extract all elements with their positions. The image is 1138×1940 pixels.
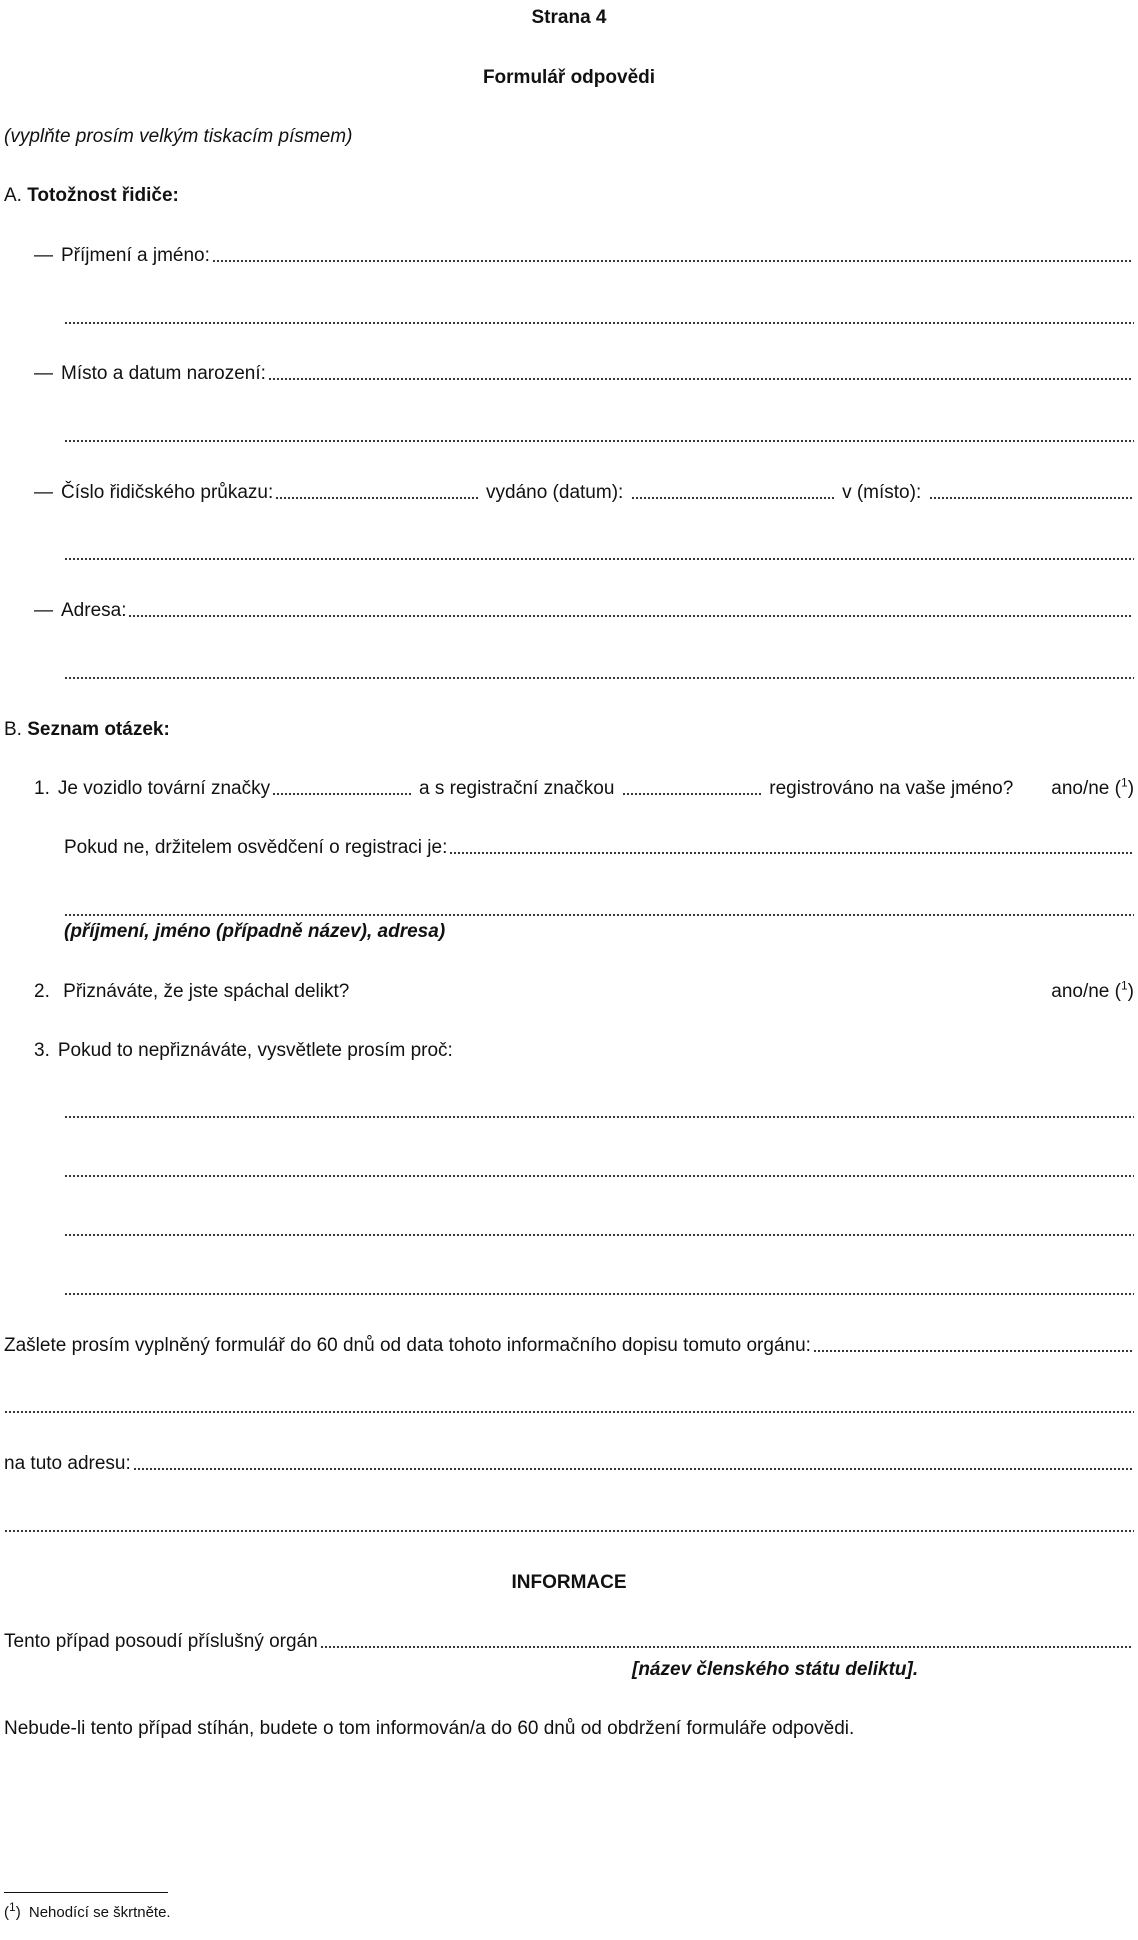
license-number-dotted-line[interactable] — [275, 496, 478, 500]
authority-field[interactable] — [4, 1334, 1134, 1358]
license-dotted-line-2[interactable] — [64, 557, 1134, 561]
section-b-title: Seznam otázek: — [27, 719, 170, 740]
registration-label: a s registrační značkou — [419, 778, 615, 799]
fill-instruction: (vyplňte prosím velkým tiskacím písmem) — [4, 126, 353, 147]
yes-no-option[interactable]: ano/ne ($^1$) — [1051, 775, 1135, 799]
issued-label: vydáno (datum): — [486, 482, 624, 503]
surname-dotted-line-2[interactable] — [64, 321, 1134, 325]
send-address-field[interactable] — [4, 1452, 1134, 1476]
birth-field[interactable] — [34, 362, 1134, 386]
question-2-label: Přiznáváte, že jste spáchal delikt? — [63, 981, 350, 1002]
holder-dotted-line[interactable] — [449, 851, 1132, 855]
footnote-text: Nehodící se škrtněte. — [28, 1904, 171, 1921]
surname-field[interactable] — [34, 244, 1134, 268]
birth-dotted-line-2[interactable] — [64, 439, 1134, 443]
page-number: Strana 4 — [531, 7, 607, 28]
question-3 — [34, 1039, 1134, 1063]
dash-marker: — — [34, 245, 53, 266]
authority-label: Zašlete prosím vyplněný formulář do 60 dnů od data tohoto informačního dopisu tomuto orgánu: — [4, 1335, 811, 1356]
dash-marker: — — [34, 363, 53, 384]
vehicle-make-label: Je vozidlo tovární značky — [57, 778, 271, 799]
question-2[interactable] — [34, 980, 1134, 1004]
license-field[interactable] — [34, 481, 1134, 505]
footnote-rule — [4, 1892, 168, 1893]
license-label: Číslo řidičského průkazu: — [61, 482, 274, 503]
state-hint: [název členského státu deliktu]. — [632, 1659, 919, 1680]
section-b-letter: B. — [4, 719, 22, 740]
issued-place-dotted-line[interactable] — [929, 496, 1132, 500]
send-address-label: na tuto adresu: — [4, 1453, 131, 1474]
dash-marker: — — [34, 482, 53, 503]
vehicle-make-dotted-line[interactable] — [272, 792, 411, 796]
explanation-dotted-line-3[interactable] — [64, 1233, 1134, 1237]
section-a-title: Totožnost řidiče: — [27, 185, 179, 206]
explanation-dotted-line-1[interactable] — [64, 1115, 1134, 1119]
place-label: v (místo): — [842, 482, 922, 503]
assessing-authority-dotted-line[interactable] — [320, 1645, 1132, 1649]
holder-field[interactable] — [64, 836, 1134, 860]
birth-label: Místo a datum narození: — [61, 363, 266, 384]
authority-dotted-line-2[interactable] — [4, 1410, 1134, 1414]
surname-dotted-line[interactable] — [212, 259, 1132, 263]
address-dotted-line[interactable] — [128, 614, 1132, 618]
section-b-heading — [4, 718, 170, 742]
info-heading: INFORMACE — [511, 1572, 627, 1593]
assessing-authority-field[interactable] — [4, 1630, 1134, 1654]
yes-no-option[interactable]: ano/ne ($^1$) — [1051, 978, 1134, 1002]
send-address-dotted-line-2[interactable] — [4, 1529, 1134, 1533]
registration-dotted-line[interactable] — [622, 792, 761, 796]
holder-hint: (příjmení, jméno (případně název), adresa) — [64, 921, 446, 942]
explanation-dotted-line-2[interactable] — [64, 1174, 1134, 1178]
footnote-ref: 1 — [1121, 775, 1128, 790]
footnote-ref: 1 — [1120, 978, 1128, 993]
page-title: Formulář odpovědi — [482, 67, 656, 88]
question-1[interactable] — [34, 777, 1134, 801]
holder-dotted-line-2[interactable] — [64, 913, 1134, 917]
question-1-number: 1. — [34, 778, 50, 799]
footnote-marker: 1 — [9, 1900, 16, 1914]
birth-dotted-line[interactable] — [268, 377, 1132, 381]
address-field[interactable] — [34, 599, 1134, 623]
explanation-dotted-line-4[interactable] — [64, 1292, 1134, 1296]
question-3-number: 3. — [34, 1040, 50, 1061]
address-label: Adresa: — [61, 600, 127, 621]
footnote: ($^1$) Nehodící se škrtněte. — [4, 1900, 171, 1921]
authority-dotted-line[interactable] — [813, 1349, 1132, 1353]
section-a-letter: A. — [4, 185, 22, 206]
question-3-label: Pokud to nepřiznáváte, vysvětlete prosím proč: — [57, 1040, 453, 1061]
surname-label: Příjmení a jméno: — [61, 245, 210, 266]
dash-marker: — — [34, 600, 53, 621]
owner-question-label: registrováno na vaše jméno? — [769, 778, 1014, 799]
address-dotted-line-2[interactable] — [64, 676, 1134, 680]
question-2-number: 2. — [34, 981, 50, 1002]
send-address-dotted-line[interactable] — [133, 1467, 1132, 1471]
holder-label: Pokud ne, držitelem osvědčení o registraci je: — [64, 837, 448, 858]
notice-text: Nebude-li tento případ stíhán, budete o tom informován/a do 60 dnů od obdržení formuláře odpovědi. — [4, 1718, 855, 1739]
section-a-heading — [4, 184, 179, 208]
issued-date-dotted-line[interactable] — [631, 496, 834, 500]
assess-label: Tento případ posoudí příslušný orgán — [4, 1631, 318, 1652]
